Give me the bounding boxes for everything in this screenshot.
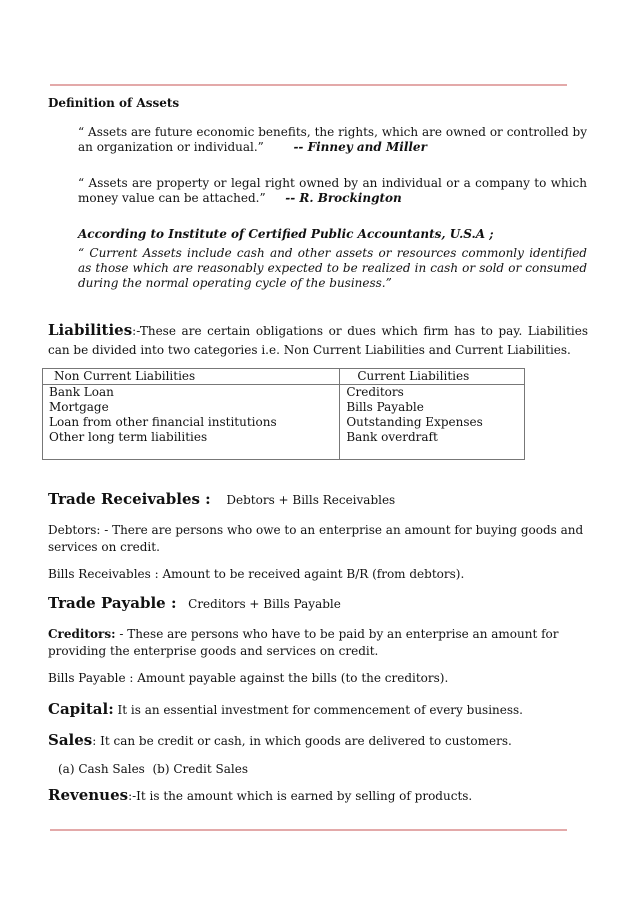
quote-1-text: “ Assets are future economic benefits, the rights, which are owned or controlled by an organization or individual.”	[78, 125, 587, 154]
quote-2-text: “ Assets are property or legal right owned by an individual or a company to which money value can be attached.”	[78, 176, 587, 205]
quote-2-author: -- R. Brockington	[285, 191, 402, 205]
aicpa-quote: “ Current Assets include cash and other assets or resources commonly identified as those which are reasonably expected to be realized in cash or sold or consumed during the normal operating cycle of the business.”	[78, 246, 587, 290]
trade-payable-line	[48, 596, 341, 612]
list-item: Bills Payable	[346, 400, 424, 414]
revenues-text: :-It is the amount which is earned by selling of products.	[128, 789, 473, 803]
aicpa-heading: According to Institute of Certified Public Accountants, U.S.A ;	[78, 227, 494, 241]
table-header-current: Current Liabilities	[340, 369, 525, 385]
creditors-term: Creditors:	[48, 627, 116, 641]
table-header-non-current: Non Current Liabilities	[43, 369, 340, 385]
debtors-definition: Debtors: - There are persons who owe to an enterprise an amount for buying goods and services on credit.	[48, 523, 584, 554]
trade-receivables-line	[48, 492, 395, 508]
liabilities-text: :-These are certain obligations or dues which firm has to pay. Liabilities can be divided into two categories i.e. Non Current Liabilities and Current Liabilities.	[48, 324, 588, 357]
sales-term: Sales	[48, 731, 93, 749]
quote-1-author: -- Finney and Miller	[293, 140, 427, 154]
revenues-term: Revenues	[48, 786, 129, 804]
list-item: Mortgage	[49, 400, 109, 414]
trade-payable-term: Trade Payable	[48, 594, 166, 612]
list-item: Outstanding Expenses	[346, 415, 483, 429]
assets-quote-2	[78, 176, 587, 206]
list-item: Bank overdraft	[346, 430, 438, 444]
creditors-text: - These are persons who have to be paid by an enterprise an amount for providing the enterprise goods and services on credit.	[48, 627, 559, 658]
liabilities-table	[42, 368, 525, 460]
non-current-list	[43, 385, 340, 460]
list-item: Bank Loan	[49, 385, 114, 399]
trade-receivables-formula: Debtors + Bills Receivables	[226, 493, 396, 507]
trade-payable-sep: :	[165, 594, 177, 612]
trade-payable-formula: Creditors + Bills Payable	[188, 597, 341, 611]
trade-receivables-sep: :	[199, 490, 211, 508]
top-divider	[50, 84, 567, 86]
list-item: Loan from other financial institutions	[49, 415, 277, 429]
sales-types: (a) Cash Sales (b) Credit Sales	[58, 762, 248, 776]
trade-receivables-term: Trade Receivables	[48, 490, 200, 508]
sales-text: : It can be credit or cash, in which goods are delivered to customers.	[92, 734, 512, 748]
capital-term: Capital:	[48, 700, 114, 718]
current-list	[340, 385, 525, 460]
bills-payable-definition: Bills Payable : Amount payable against the bills (to the creditors).	[48, 671, 449, 685]
list-item: Creditors	[346, 385, 404, 399]
assets-quote-1	[78, 125, 587, 155]
table-header-row	[43, 369, 525, 385]
liabilities-term: Liabilities	[48, 321, 133, 339]
creditors-definition	[48, 626, 588, 660]
list-item: Other long term liabilities	[49, 430, 208, 444]
capital-text: It is an essential investment for commencement of every business.	[113, 703, 523, 717]
assets-heading: Definition of Assets	[48, 96, 180, 110]
bottom-divider	[50, 829, 567, 831]
revenues-line	[48, 788, 472, 804]
table-row	[43, 385, 525, 460]
bills-receivables-definition: Bills Receivables : Amount to be received againt B/R (from debtors).	[48, 567, 465, 581]
capital-line	[48, 702, 523, 718]
liabilities-paragraph	[48, 321, 588, 360]
sales-line	[48, 733, 512, 749]
